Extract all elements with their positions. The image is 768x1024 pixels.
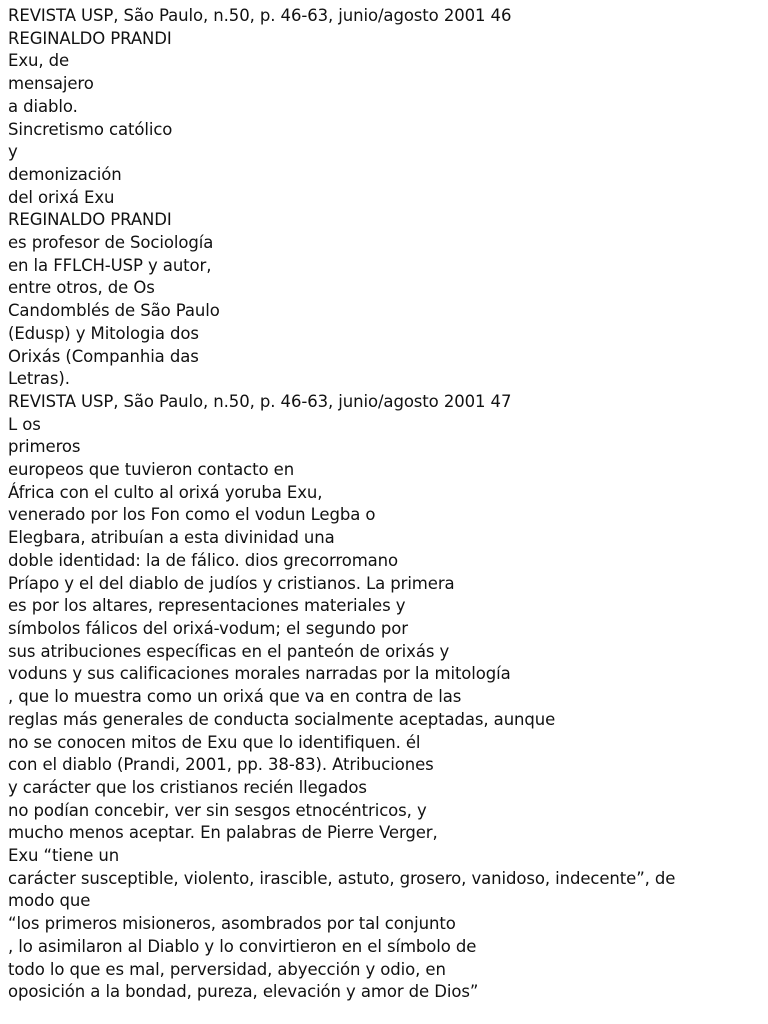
author-bio-line: es profesor de Sociología: [8, 233, 214, 253]
body-line: Elegbara, atribuían a esta divinidad una: [8, 528, 335, 548]
body-line: es por los altares, representaciones materiales y: [8, 596, 406, 616]
body-line: símbolos fálicos del orixá-vodum; el segundo por: [8, 618, 408, 638]
body-line: europeos que tuvieron contacto en: [8, 460, 295, 480]
author-bio-line: Candomblés de São Paulo: [8, 301, 220, 321]
quote-line: , lo asimilaron al Diablo y lo convirtieron en el símbolo de: [8, 936, 477, 956]
body-line: Príapo y el del diablo de judíos y cristianos. La primera: [8, 573, 455, 593]
quote-line: “los primeros misioneros, asombrados por tal conjunto: [8, 914, 456, 934]
body-line: doble identidad: la de fálico. dios grecorromano: [8, 550, 399, 570]
quote-line: oposición a la bondad, pureza, elevación y amor de Dios”: [8, 982, 479, 1002]
author-bio-line: Letras).: [8, 369, 70, 389]
title-line: Exu, de: [8, 51, 70, 71]
author-bio-line: en la FFLCH-USP y autor,: [8, 255, 212, 275]
page-header-46: REVISTA USP, São Paulo, n.50, p. 46-63, junio/agosto 2001 46: [8, 6, 512, 25]
author-bio-line: Orixás (Companhia das: [8, 346, 199, 366]
body-line: no podían concebir, ver sin sesgos etnocéntricos, y: [8, 800, 427, 820]
body-line: África con el culto al orixá yoruba Exu,: [8, 482, 323, 502]
body-line: no se conocen mitos de Exu que lo identifiquen. él: [8, 732, 421, 752]
page-header-47: REVISTA USP, São Paulo, n.50, p. 46-63, junio/agosto 2001 47: [8, 391, 512, 411]
subtitle-line: demonización: [8, 164, 122, 184]
author-name: REGINALDO PRANDI: [8, 28, 172, 48]
title-line: a diablo.: [8, 96, 78, 116]
body-line: venerado por los Fon como el vodun Legba o: [8, 505, 376, 525]
body-line: Exu “tiene un: [8, 846, 120, 866]
body-line: primeros: [8, 437, 81, 457]
subtitle-line: del orixá Exu: [8, 187, 115, 207]
quote-line: todo lo que es mal, perversidad, abyección y odio, en: [8, 959, 446, 979]
subtitle-line: Sincretismo católico: [8, 119, 173, 139]
body-line: y carácter que los cristianos recién llegados: [8, 777, 367, 797]
author-bio-line: entre otros, de Os: [8, 278, 155, 298]
body-line: reglas más generales de conducta socialmente aceptadas, aunque: [8, 709, 556, 729]
title-line: mensajero: [8, 74, 94, 94]
author-bio-name: REGINALDO PRANDI: [8, 210, 172, 230]
subtitle-line: y: [8, 142, 18, 162]
quote-line: carácter susceptible, violento, irascible, astuto, grosero, vanidoso, indecente”, de: [8, 868, 676, 888]
document-body: [8, 5, 764, 1004]
body-line: voduns y sus calificaciones morales narradas por la mitología: [8, 664, 511, 684]
body-line: con el diablo (Prandi, 2001, pp. 38-83). Atribuciones: [8, 755, 434, 775]
body-line: sus atribuciones específicas en el panteón de orixás y: [8, 641, 450, 661]
body-line: , que lo muestra como un orixá que va en contra de las: [8, 687, 462, 707]
body-line: modo que: [8, 891, 91, 911]
body-line: mucho menos aceptar. En palabras de Pierre Verger,: [8, 823, 438, 843]
body-line: L os: [8, 414, 41, 434]
author-bio-line: (Edusp) y Mitologia dos: [8, 323, 199, 343]
